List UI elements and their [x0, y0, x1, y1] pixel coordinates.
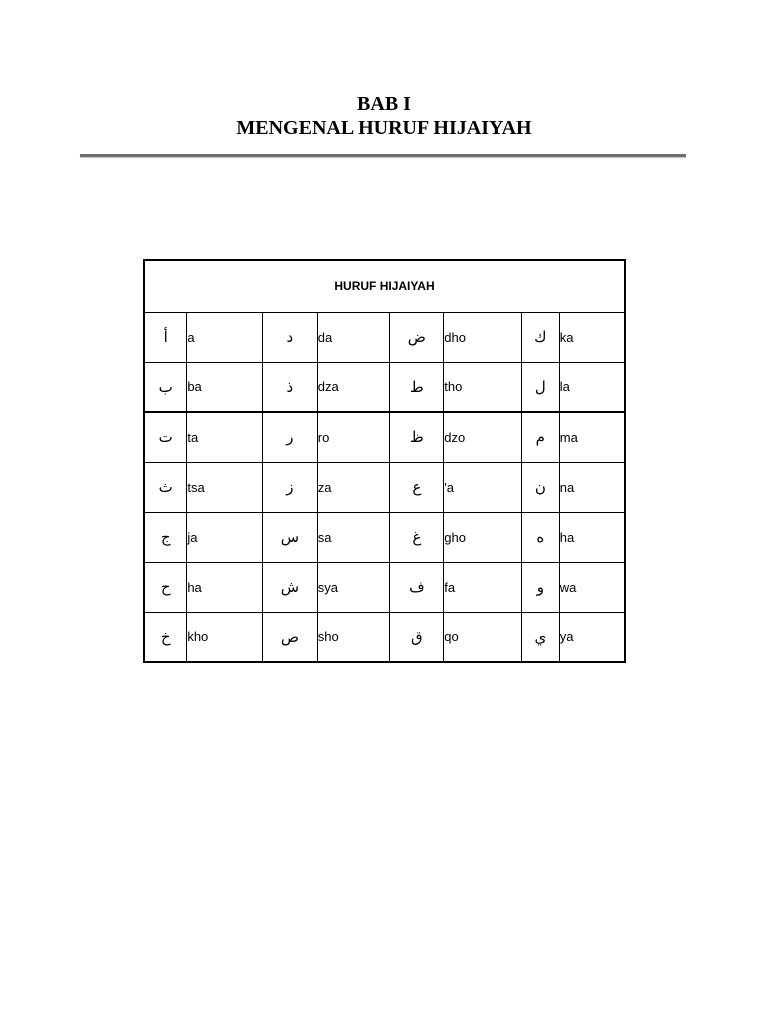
latin-reading-cell: da: [317, 312, 390, 362]
hijaiyah-table: [143, 259, 626, 663]
latin-reading-cell: ya: [559, 612, 625, 662]
arabic-letter-cell: ر: [263, 412, 318, 462]
latin-reading-cell: sho: [317, 612, 390, 662]
arabic-letter-cell: ع: [390, 462, 444, 512]
table-body: [144, 312, 625, 662]
chapter-title: MENGENAL HURUF HIJAIYAH: [236, 117, 532, 139]
latin-reading-cell: a: [187, 312, 263, 362]
latin-reading-cell: qo: [444, 612, 522, 662]
arabic-letter-cell: أ: [144, 312, 187, 362]
latin-reading-cell: la: [559, 362, 625, 412]
heading-divider: [80, 154, 686, 157]
latin-reading-cell: dho: [444, 312, 522, 362]
arabic-letter-cell: ن: [521, 462, 559, 512]
latin-reading-cell: tho: [444, 362, 522, 412]
arabic-letter-cell: ي: [521, 612, 559, 662]
arabic-letter-cell: د: [263, 312, 318, 362]
arabic-letter-cell: ك: [521, 312, 559, 362]
latin-reading-cell: 'a: [444, 462, 522, 512]
latin-reading-cell: tsa: [187, 462, 263, 512]
table-title: HURUF HIJAIYAH: [144, 260, 625, 312]
arabic-letter-cell: ث: [144, 462, 187, 512]
chapter-heading: [0, 92, 768, 140]
latin-reading-cell: ro: [317, 412, 390, 462]
arabic-letter-cell: س: [263, 512, 318, 562]
arabic-letter-cell: غ: [390, 512, 444, 562]
table-row: [144, 612, 625, 662]
arabic-letter-cell: ق: [390, 612, 444, 662]
arabic-letter-cell: ف: [390, 562, 444, 612]
table-row: [144, 412, 625, 462]
arabic-letter-cell: ط: [390, 362, 444, 412]
latin-reading-cell: ta: [187, 412, 263, 462]
arabic-letter-cell: ص: [263, 612, 318, 662]
latin-reading-cell: dza: [317, 362, 390, 412]
latin-reading-cell: gho: [444, 512, 522, 562]
latin-reading-cell: dzo: [444, 412, 522, 462]
arabic-letter-cell: ش: [263, 562, 318, 612]
arabic-letter-cell: ج: [144, 512, 187, 562]
arabic-letter-cell: خ: [144, 612, 187, 662]
arabic-letter-cell: ز: [263, 462, 318, 512]
latin-reading-cell: ba: [187, 362, 263, 412]
table-row: [144, 562, 625, 612]
chapter-number: BAB I: [357, 93, 411, 115]
table-row: [144, 362, 625, 412]
arabic-letter-cell: ذ: [263, 362, 318, 412]
arabic-letter-cell: ت: [144, 412, 187, 462]
latin-reading-cell: ja: [187, 512, 263, 562]
table-row: [144, 462, 625, 512]
latin-reading-cell: ka: [559, 312, 625, 362]
latin-reading-cell: kho: [187, 612, 263, 662]
latin-reading-cell: ha: [187, 562, 263, 612]
arabic-letter-cell: ح: [144, 562, 187, 612]
latin-reading-cell: za: [317, 462, 390, 512]
arabic-letter-cell: ل: [521, 362, 559, 412]
arabic-letter-cell: ب: [144, 362, 187, 412]
latin-reading-cell: sa: [317, 512, 390, 562]
latin-reading-cell: sya: [317, 562, 390, 612]
latin-reading-cell: wa: [559, 562, 625, 612]
arabic-letter-cell: ه: [521, 512, 559, 562]
latin-reading-cell: fa: [444, 562, 522, 612]
table-row: [144, 312, 625, 362]
arabic-letter-cell: ض: [390, 312, 444, 362]
arabic-letter-cell: و: [521, 562, 559, 612]
latin-reading-cell: ma: [559, 412, 625, 462]
latin-reading-cell: na: [559, 462, 625, 512]
arabic-letter-cell: ظ: [390, 412, 444, 462]
table-row: [144, 512, 625, 562]
latin-reading-cell: ha: [559, 512, 625, 562]
arabic-letter-cell: م: [521, 412, 559, 462]
